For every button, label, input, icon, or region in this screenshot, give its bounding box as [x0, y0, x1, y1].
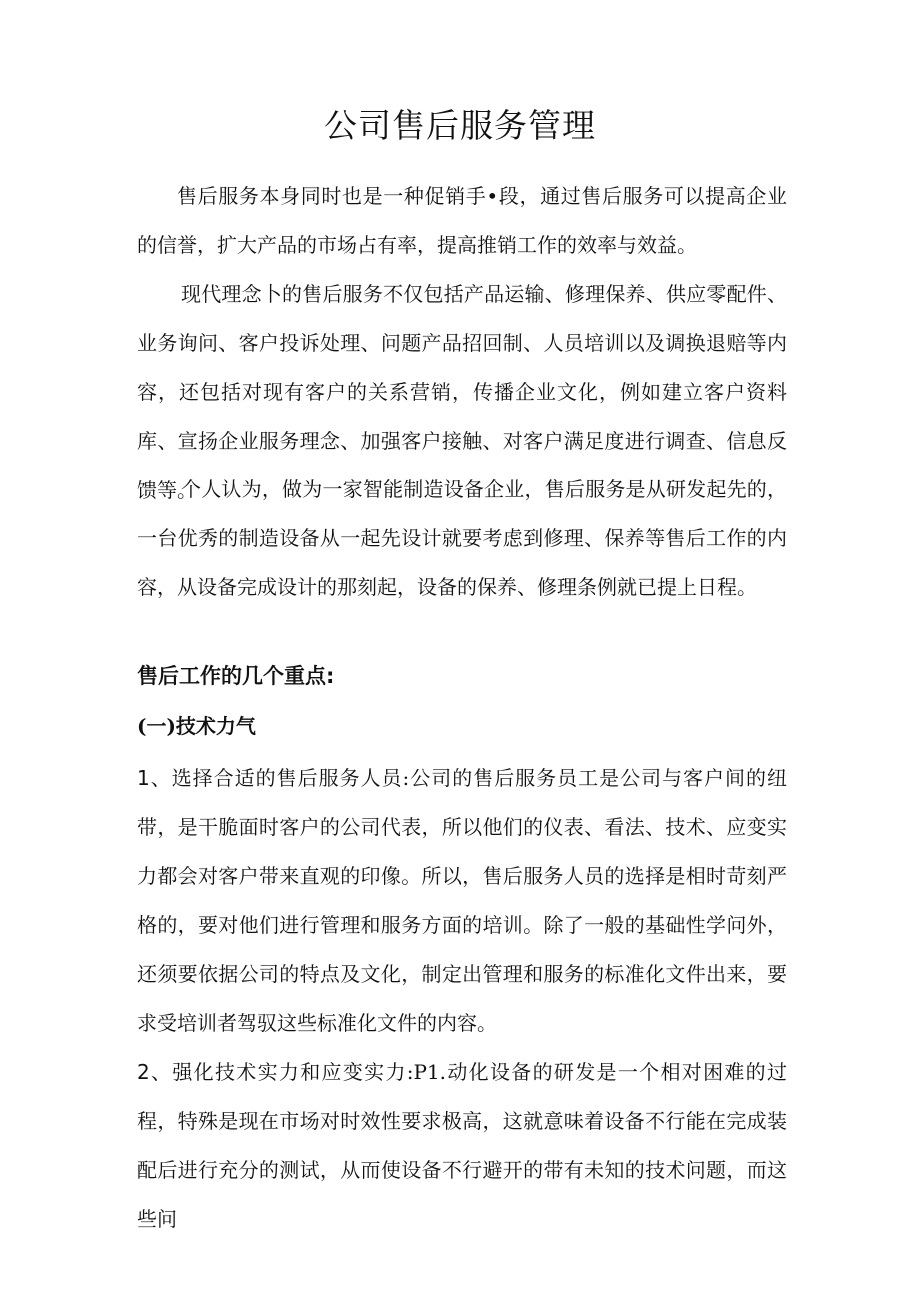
list-item-text: 、强化技术实力和应变实力:P1.动化设备的研发是一个相对困难的过程，特殊是现在市场对时效性要求极高，这就意味着设备不行能在完成装配后进行充分的测试，从而使设备不行避开的带有未知的技术问题，而这些问: [137, 1060, 787, 1231]
list-item-text: 、选择合适的售后服务人员:公司的售后服务员工是公司与客户间的纽带，是干脆面时客户的公司代表，所以他们的仪表、看法、技术、应变实力都会对客户带来直观的印像。所以，售后服务人员的选择是相时苛刻严格的，要对他们进行管理和服务方面的培训。除了一般的基础性学问外，还须要依据公司的特点及文化，制定出管理和服务的标准化文件出来，要求受培训者驾驭这些标准化文件的内容。: [137, 766, 787, 1035]
concept-paragraph: 现代理念卜的售后服务不仅包括产品运输、修理保养、供应零配件、业务询问、客户投诉处理、问题产品招回制、人员培训以及调换退赔等内容，还包括对现有客户的关系营销，传播企业文化，例如建立客户资料库、宣扬企业服务理念、加强客户接触、对客户满足度进行调查、信息反馈等。: [137, 282, 787, 502]
list-item: [137, 1048, 787, 1244]
page-title: 公司售后服务管理: [324, 106, 596, 145]
opinion-paragraph: 个人认为，做为一家智能制造设备企业，售后服务是从研发起先的，一台优秀的制造设备从一起先设计就要考虑到修理、保养等售后工作的内容，从设备完成设计的那刻起，设备的保养、修理条例就已提上日程。: [137, 477, 787, 599]
subsection-heading: (一)技术力气: [137, 714, 256, 738]
list-item-number: 2: [137, 1060, 150, 1084]
intro-paragraph: 售后服务本身同时也是一种促销手•段，通过售后服务可以提高企业的信誉，扩大产品的市场占有率，提高推销工作的效率与效益。: [137, 184, 787, 257]
list-item: [137, 754, 787, 1048]
section-heading: 售后工作的几个重点:: [137, 664, 335, 688]
list-item-number: 1: [137, 766, 150, 790]
